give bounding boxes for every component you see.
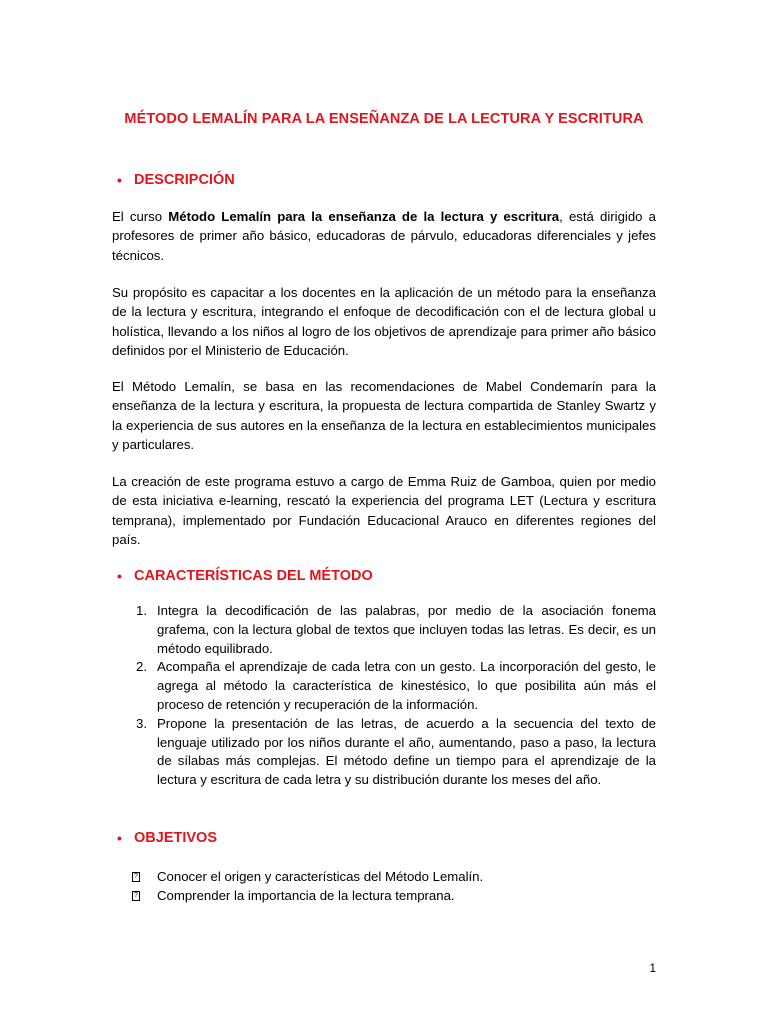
section-heading-label: CARACTERÍSTICAS DEL MÉTODO	[134, 568, 373, 584]
objectives-list	[112, 867, 656, 906]
list-item	[112, 886, 656, 905]
missing-glyph-box-icon: ?	[132, 872, 140, 882]
list-item	[112, 715, 656, 790]
page-number: 1	[649, 961, 656, 975]
section-heading-caracteristicas	[112, 567, 373, 585]
list-item-number: 2.	[136, 659, 147, 675]
list-item	[112, 867, 656, 886]
section-heading-objetivos	[112, 829, 217, 847]
list-item-text: Conocer el origen y características del Método Lemalín.	[157, 869, 484, 884]
document-title: MÉTODO LEMALÍN PARA LA ENSEÑANZA DE LA LECTURA Y ESCRITURA	[124, 111, 644, 127]
list-item-number: 3.	[136, 715, 147, 731]
paragraph-purpose: Su propósito es capacitar a los docentes en la aplicación de un método para la enseñanza de la lectura y escritura, integrando el enfoque de decodificación con el de lectura global u holística, llevando a los niños al logro de los objetivos de aprendizaje para primer año básico definidos por el Ministerio de Educación.	[112, 285, 656, 359]
missing-glyph-box-icon: ?	[132, 891, 140, 901]
bullet-icon: •	[117, 568, 122, 584]
paragraph-intro-post: , está dirigido a profesores de primer año básico, educadoras de párvulo, educadoras diferenciales y jefes técnicos.	[112, 209, 656, 263]
list-item-text: Propone la presentación de las letras, de acuerdo a la secuencia del texto de lenguaje utilizado por los niños durante el año, aumentando, paso a paso, la lectura de sílabas más complejas. El método define un tiempo para el aprendizaje de la lectura y escritura de cada letra y su distribución durante los meses del año.	[157, 715, 656, 788]
bullet-icon: •	[117, 830, 122, 846]
list-item-number: 1.	[136, 603, 147, 618]
paragraph-creation: La creación de este programa estuvo a cargo de Emma Ruiz de Gamboa, quien por medio de esta iniciativa e-learning, rescató la experiencia del programa LET (Lectura y escritura temprana), implementado por Fundación Educacional Arauco en diferentes regiones del país.	[112, 474, 656, 548]
section-heading-descripcion	[112, 171, 235, 189]
list-item-text: Integra la decodificación de las palabras, por medio de la asociación fonema grafema, con la lectura global de textos que incluyen todas las letras. Es decir, es un método equilibrado.	[157, 603, 656, 656]
list-item	[112, 658, 656, 714]
section-heading-label: DESCRIPCIÓN	[134, 172, 235, 188]
paragraph-basis: El Método Lemalín, se basa en las recomendaciones de Mabel Condemarín para la enseñanza de la lectura y escritura, la propuesta de lectura compartida de Stanley Swartz y la experiencia de sus autores en la enseñanza de la lectura en establecimientos municipales y particulares.	[112, 379, 656, 453]
paragraph-intro	[112, 207, 656, 265]
section-heading-label: OBJETIVOS	[134, 830, 217, 846]
list-item-text: Acompaña el aprendizaje de cada letra con un gesto. La incorporación del gesto, le agrega al método la característica de kinestésico, lo que posibilita aún más el proceso de retención y recuperación de la información.	[157, 659, 656, 712]
list-item-text: Comprender la importancia de la lectura temprana.	[157, 888, 455, 904]
course-name-bold: Método Lemalín para la enseñanza de la lectura y escritura	[168, 209, 560, 224]
bullet-icon: •	[117, 172, 122, 188]
paragraph-intro-pre: El curso	[112, 209, 169, 224]
list-item	[112, 602, 656, 658]
characteristics-list	[112, 602, 656, 790]
